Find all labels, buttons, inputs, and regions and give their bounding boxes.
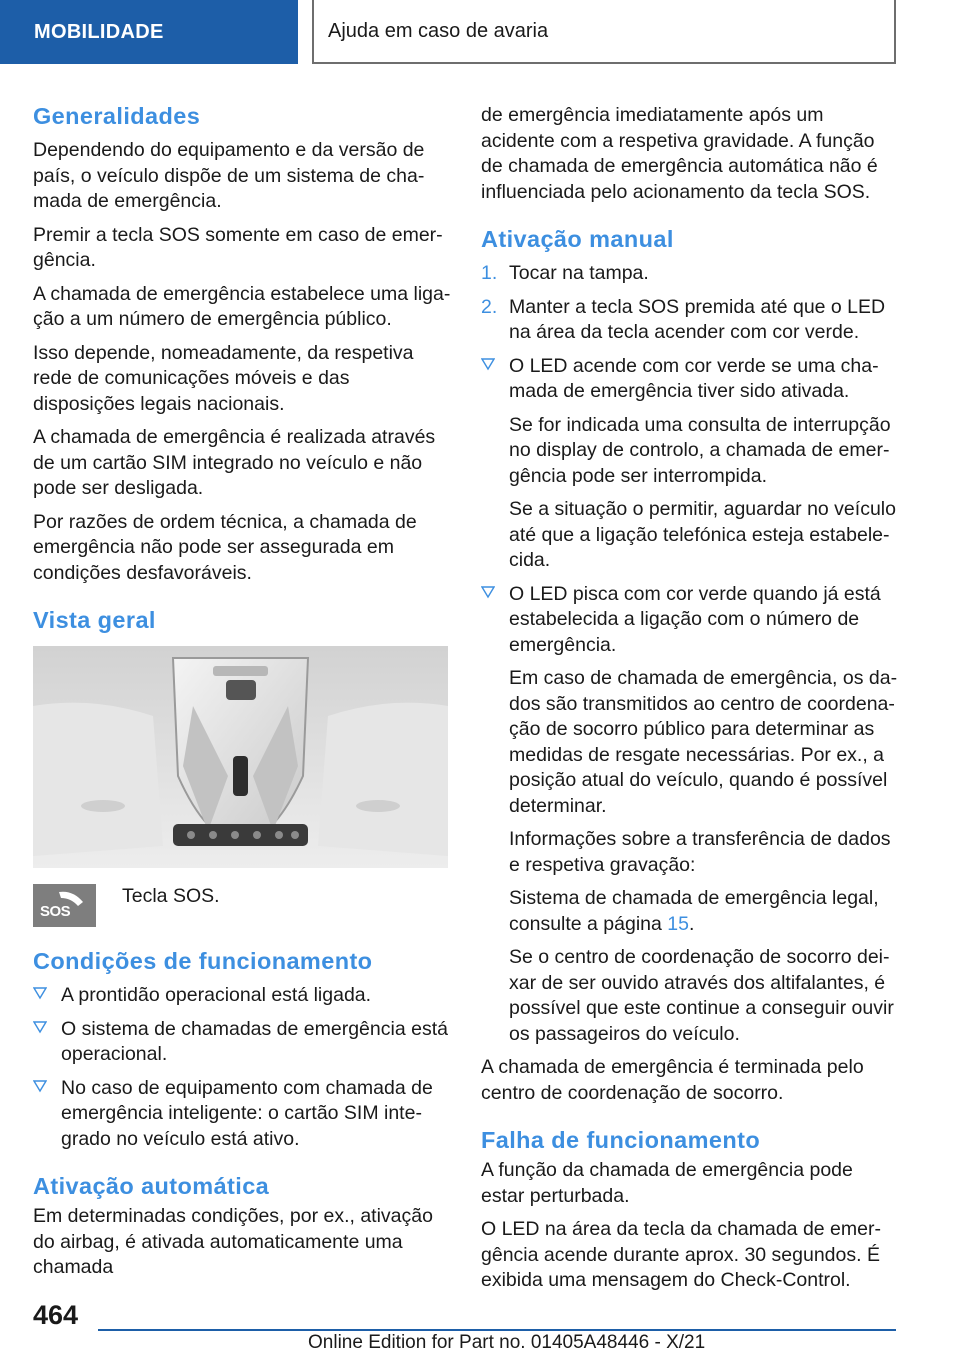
paragraph: O LED na área da tecla da chamada de emergência acende durante aprox. 30 segundos. É exibida uma mensagem do Check-Control. bbox=[481, 1218, 881, 1291]
paragraph: Informações sobre a transferência de dados e respetiva gravação: bbox=[509, 828, 891, 876]
list-item: O LED acende com cor verde se uma chamada de emergência tiver sido ativada. bbox=[481, 354, 901, 405]
triangle-bullet-icon bbox=[33, 1020, 47, 1034]
sos-phone-icon: SOS bbox=[33, 884, 96, 927]
heading-generalidades: Generalidades bbox=[33, 103, 201, 129]
paragraph: A função da chamada de emergência pode estar perturbada. bbox=[481, 1159, 853, 1207]
result-list bbox=[481, 582, 901, 659]
chapter-title: Ajuda em caso de avaria bbox=[312, 0, 896, 64]
paragraph: A chamada de emergência estabelece uma ligação a um número de emergência público. bbox=[33, 282, 451, 330]
heading-ativacao-automatica: Ativação automática bbox=[33, 1173, 270, 1199]
page-link[interactable]: 15 bbox=[667, 912, 689, 935]
paragraph: A chamada de emergência é terminada pelo centro de coordenação de socorro. bbox=[481, 1056, 864, 1104]
result-list bbox=[481, 354, 901, 405]
overhead-console-photo bbox=[33, 646, 448, 868]
heading-falha: Falha de funcionamento bbox=[481, 1127, 761, 1153]
heading-condicoes: Condições de funcionamento bbox=[33, 948, 373, 974]
paragraph: de emergência imediatamente após um acidente com a respetiva gravidade. A função de chamada de emergência automática não é influenciada pelo acionamento da tecla SOS. bbox=[481, 104, 878, 203]
legend-text: Tecla SOS. bbox=[122, 885, 220, 907]
list-item: A prontidão operacional está ligada. bbox=[33, 983, 451, 1009]
legend-sos bbox=[33, 884, 451, 927]
list-item: O LED pisca com cor verde quando já está estabelecida a ligação com o número de emergência. bbox=[481, 582, 901, 659]
right-column bbox=[481, 103, 901, 1302]
step-item: 2. Manter a tecla SOS premida até que o LED na área da tecla acender com cor verde. bbox=[481, 295, 886, 343]
triangle-bullet-icon bbox=[33, 1079, 47, 1093]
list-item: O sistema de chamadas de emergência está operacional. bbox=[33, 1017, 451, 1068]
paragraph: Premir a tecla SOS somente em caso de emergência. bbox=[33, 223, 443, 271]
overhead-console-illustration bbox=[33, 646, 448, 868]
triangle-bullet-icon bbox=[481, 357, 495, 371]
paragraph: Dependendo do equipamento e da versão de país, o veículo dispõe de um sistema de chamada de emergência. bbox=[33, 139, 425, 212]
paragraph: Se a situação o permitir, aguardar no veículo até que a ligação telefónica esteja estabelecida. bbox=[509, 498, 896, 571]
paragraph: Por razões de ordem técnica, a chamada de emergência não pode ser assegurada em condições desfavoráveis. bbox=[33, 510, 417, 584]
paragraph: Se o centro de coordenação de socorro deixar de ser ouvido através dos altifalantes, é possível que este continue a conseguir ouvir os passageiros do veículo. bbox=[509, 946, 894, 1045]
paragraph: Se for indicada uma consulta de interrupção no display de controlo, a chamada de emergência pode ser interrompida. bbox=[509, 413, 891, 487]
section-tab: MOBILIDADE bbox=[0, 0, 298, 64]
heading-ativacao-manual: Ativação manual bbox=[481, 226, 674, 252]
paragraph: A chamada de emergência é realizada através de um cartão SIM integrado no veículo e não pode ser desligada. bbox=[33, 426, 436, 499]
paragraph: Sistema de chamada de emergência legal, consulte a página 15. bbox=[509, 887, 879, 935]
list-item: No caso de equipamento com chamada de emergência inteligente: o cartão SIM integrado no veículo está ativo. bbox=[33, 1076, 451, 1153]
paragraph: Em determinadas condições, por ex., ativação do airbag, é ativada automaticamente uma chamada bbox=[33, 1205, 433, 1278]
step-item: 1. Tocar na tampa. bbox=[481, 262, 649, 284]
edition-footer: Online Edition for Part no. 01405A48446 - X/21 bbox=[308, 1332, 706, 1353]
conditions-list bbox=[33, 983, 451, 1152]
page-number: 464 bbox=[33, 1300, 79, 1330]
paragraph: Em caso de chamada de emergência, os dados são transmitidos ao centro de coordenação de socorro público para determinar as medidas de resgate necessárias. Por ex., a posição atual do veículo, quando é possível determinar. bbox=[509, 667, 898, 817]
paragraph: Isso depende, nomeadamente, da respetiva rede de comunicações móveis e das disposições legais nacionais. bbox=[33, 341, 414, 415]
triangle-bullet-icon bbox=[33, 986, 47, 1000]
heading-vista-geral: Vista geral bbox=[33, 607, 156, 633]
steps-list bbox=[481, 261, 901, 346]
left-column bbox=[33, 100, 451, 1289]
triangle-bullet-icon bbox=[481, 585, 495, 599]
footer-divider bbox=[98, 1329, 896, 1331]
